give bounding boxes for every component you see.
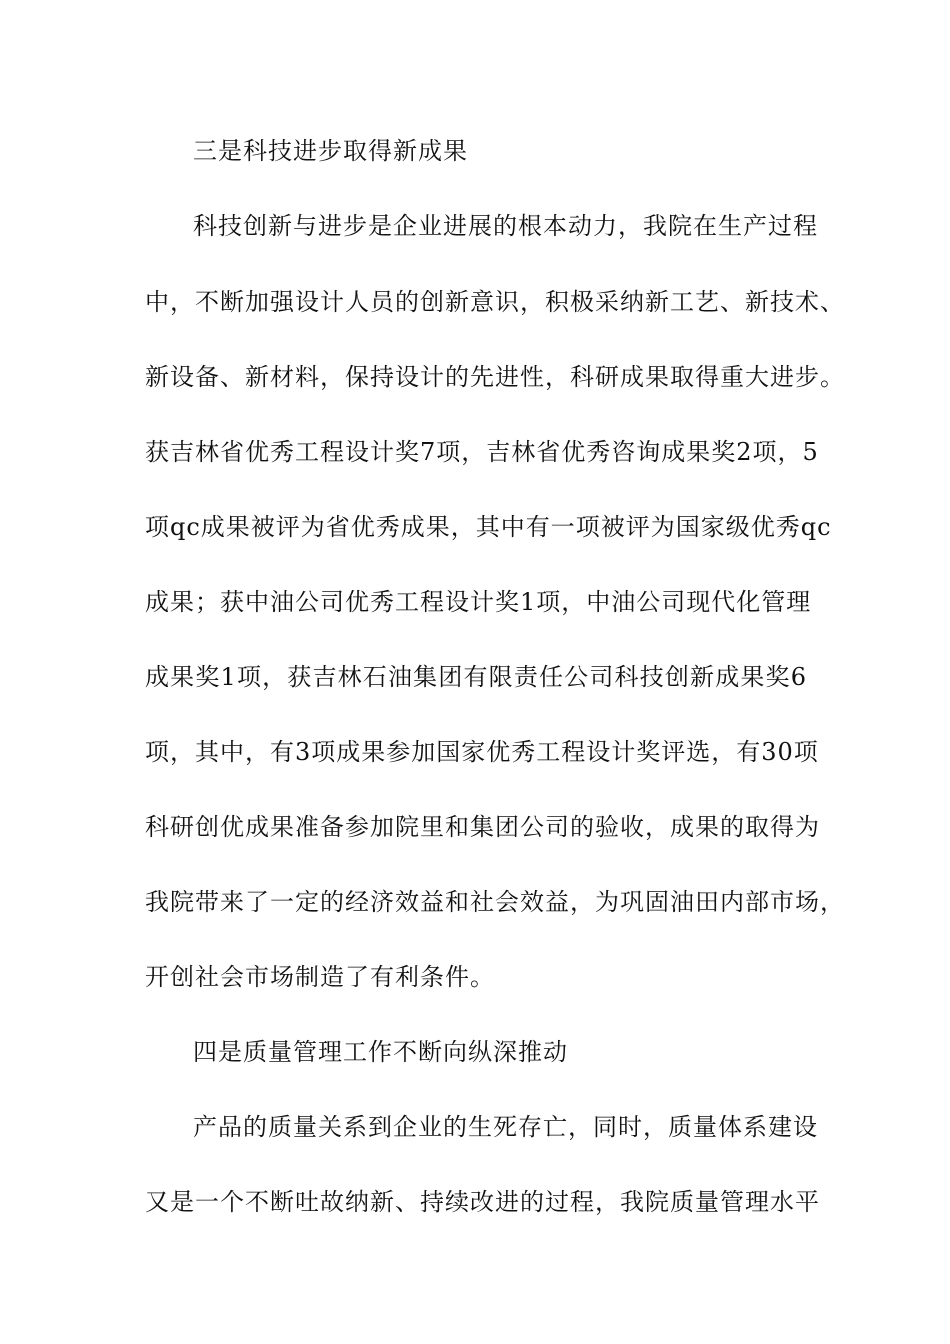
paragraph-line: 获吉林省优秀工程设计奖7项，吉林省优秀咨询成果奖2项，5 [145, 438, 819, 466]
section-heading-4: 四是质量管理工作不断向纵深推动 [193, 1038, 568, 1066]
section-heading-3: 三是科技进步取得新成果 [193, 137, 468, 165]
paragraph-line: 科技创新与进步是企业进展的根本动力，我院在生产过程 [193, 212, 818, 240]
paragraph-line: 开创社会市场制造了有利条件。 [145, 963, 495, 991]
paragraph-line: 新设备、新材料，保持设计的先进性，科研成果取得重大进步。 [145, 363, 845, 391]
paragraph-line: 项qc成果被评为省优秀成果，其中有一项被评为国家级优秀qc [145, 513, 832, 541]
paragraph-line: 产品的质量关系到企业的生死存亡，同时，质量体系建设 [193, 1113, 818, 1141]
paragraph-line: 成果；获中油公司优秀工程设计奖1项，中油公司现代化管理 [145, 588, 812, 616]
paragraph-line: 科研创优成果准备参加院里和集团公司的验收，成果的取得为 [145, 813, 820, 841]
paragraph-line: 中，不断加强设计人员的创新意识，积极采纳新工艺、新技术、 [145, 288, 845, 316]
paragraph-line: 又是一个不断吐故纳新、持续改进的过程，我院质量管理水平 [145, 1188, 820, 1216]
paragraph-line: 成果奖1项，获吉林石油集团有限责任公司科技创新成果奖6 [145, 663, 807, 691]
paragraph-line: 项，其中，有3项成果参加国家优秀工程设计奖评选，有30项 [145, 738, 819, 766]
paragraph-line: 我院带来了一定的经济效益和社会效益，为巩固油田内部市场， [145, 888, 845, 916]
